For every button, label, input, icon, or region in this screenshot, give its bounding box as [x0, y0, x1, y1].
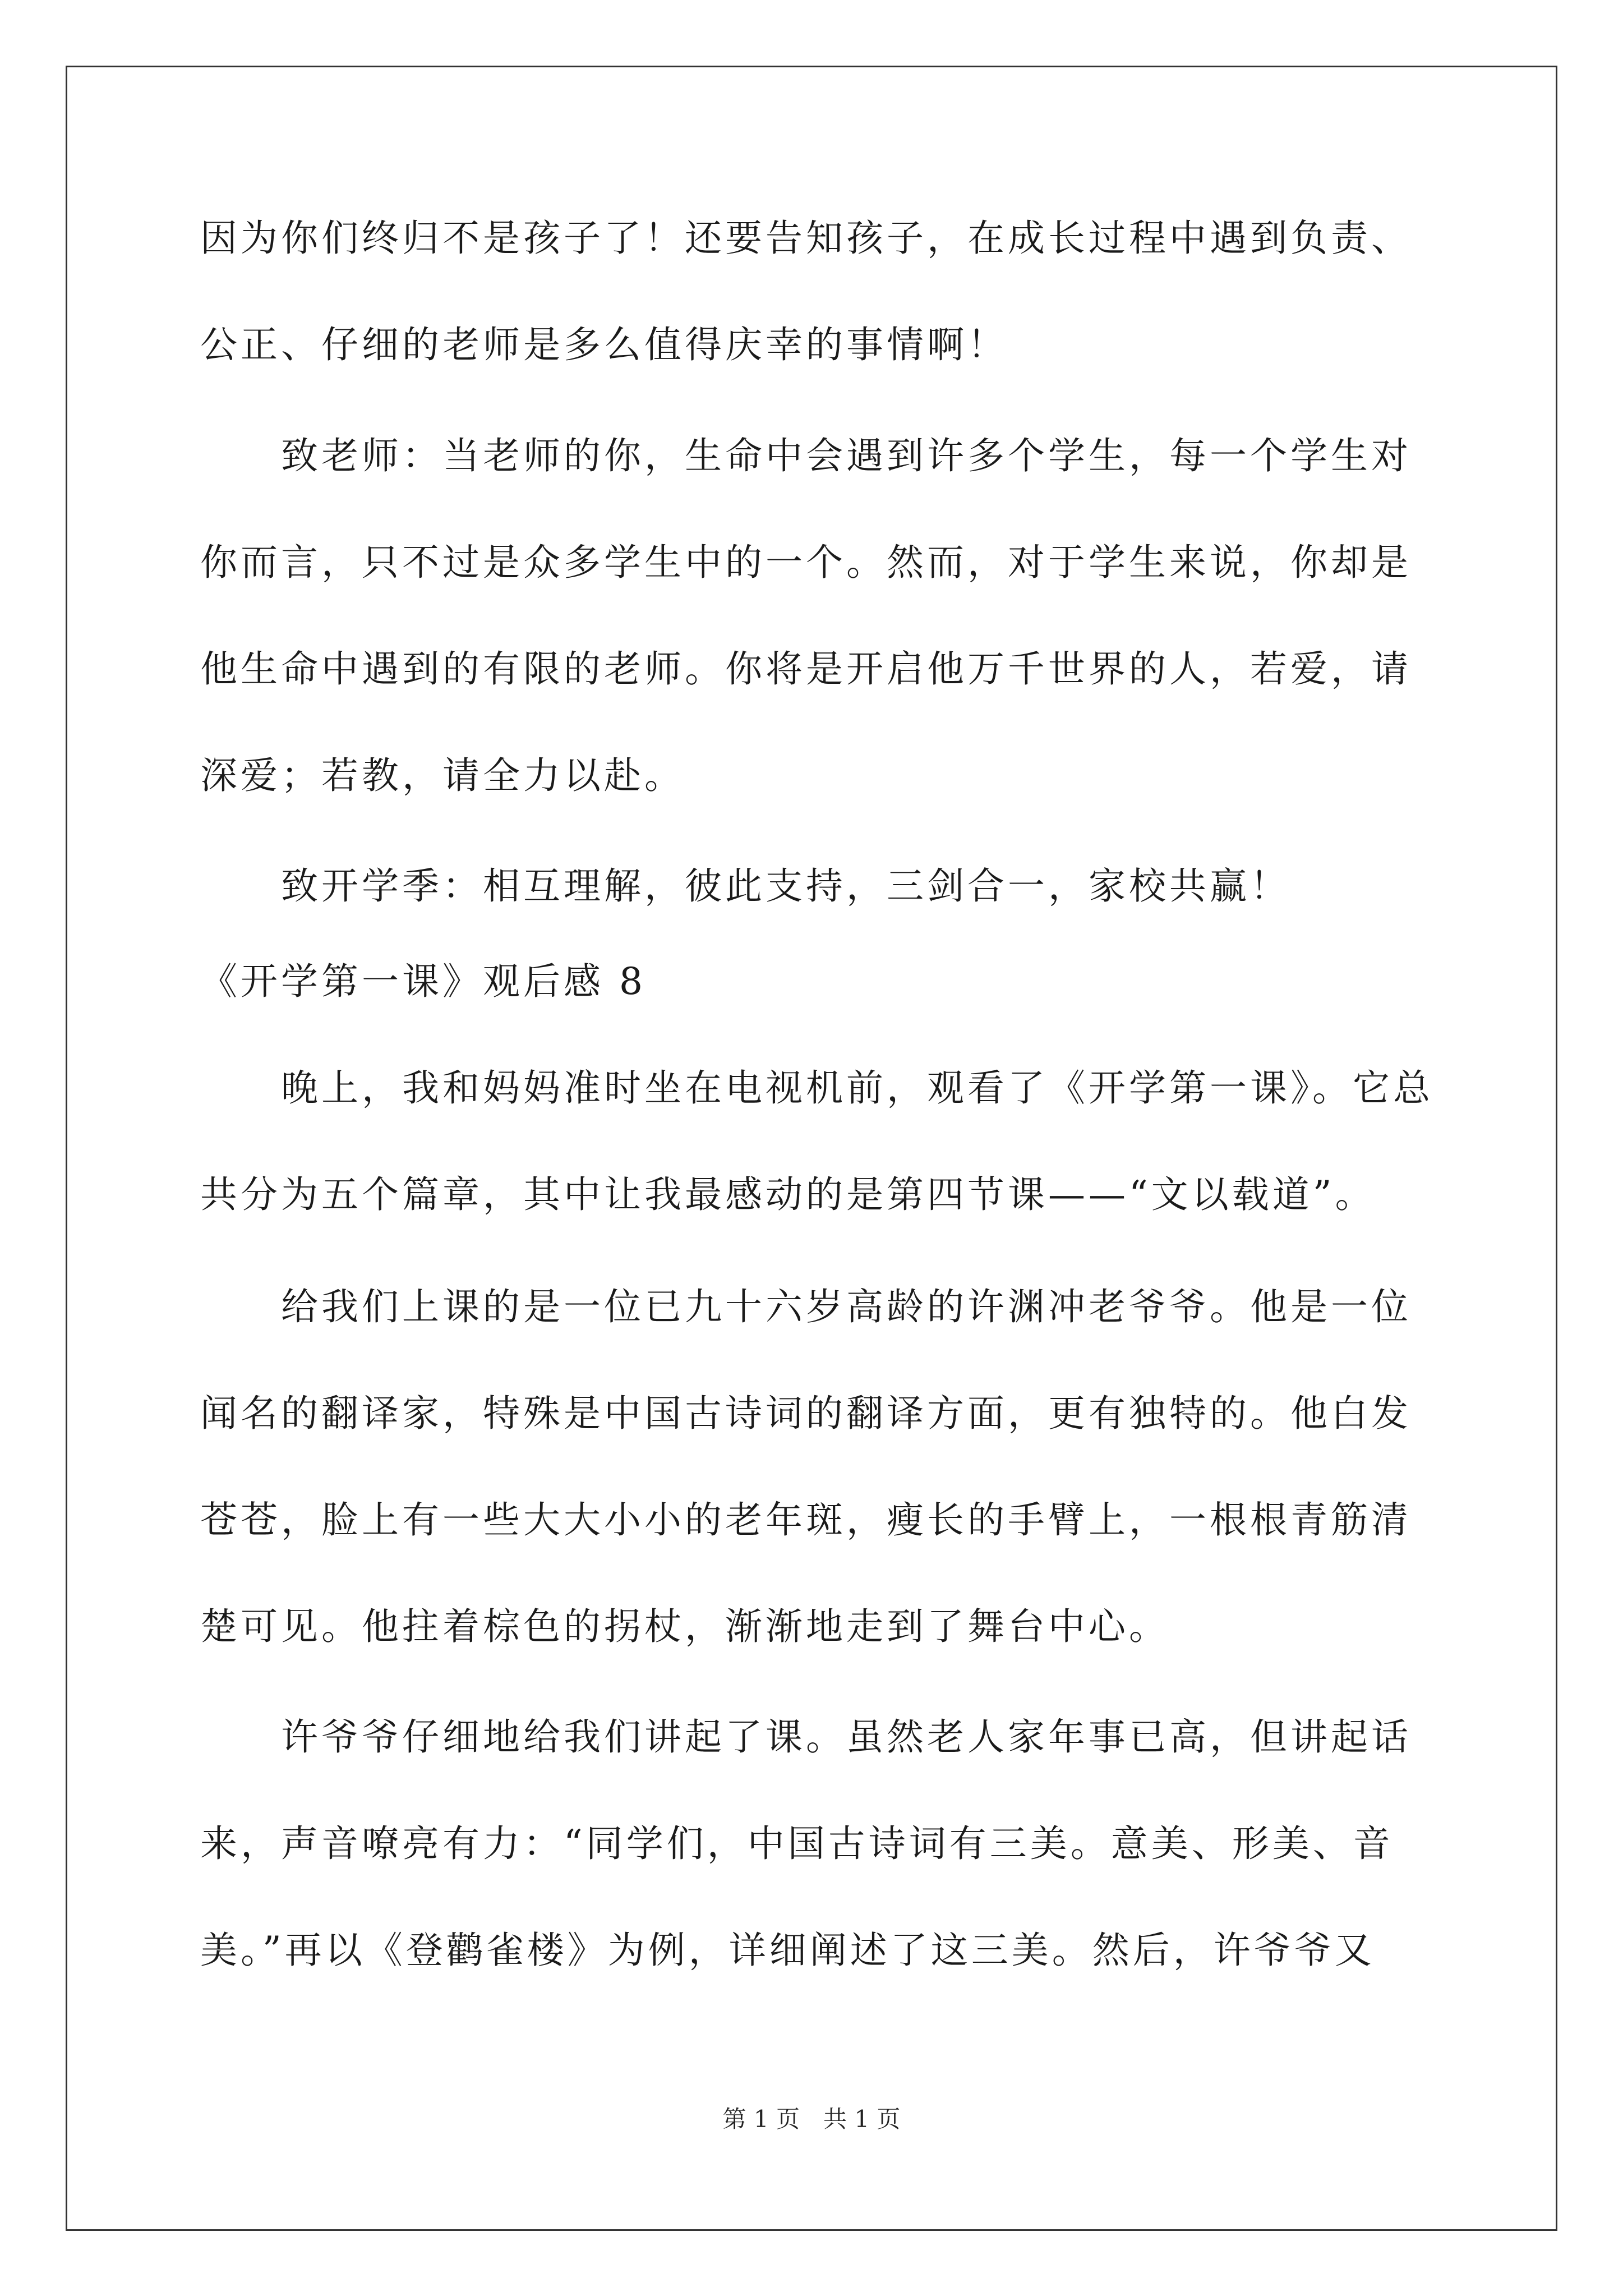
- text-line: 深爱；若教，请全力以赴。: [200, 754, 685, 797]
- text-line: 楚可见。他拄着棕色的拐杖，渐渐地走到了舞台中心。: [200, 1605, 1169, 1648]
- text-line: 许爷爷仔细地给我们讲起了课。虽然老人家年事已高，但讲起话: [281, 1715, 1412, 1759]
- text-line: 因为你们终归不是孩子了！还要告知孩子，在成长过程中遇到负责、: [200, 217, 1412, 260]
- text-line: 共分为五个篇章，其中让我最感动的是第四节课——“文以载道”。: [200, 1173, 1376, 1216]
- text-line: 美。”再以《登鹳雀楼》为例，详细阐述了这三美。然后，许爷爷又: [200, 1929, 1375, 1972]
- text-line: 致开学季：相互理解，彼此支持，三剑合一，家校共赢！: [281, 864, 1290, 908]
- text-line: 你而言，只不过是众多学生中的一个。然而，对于学生来说，你却是: [200, 541, 1412, 584]
- text-line: 晚上，我和妈妈准时坐在电视机前，观看了《开学第一课》。它总: [281, 1066, 1433, 1110]
- text-line: 他生命中遇到的有限的老师。你将是开启他万千世界的人，若爱，请: [200, 647, 1412, 691]
- text-line: 苍苍，脸上有一些大大小小的老年斑，瘦长的手臂上，一根根青筋清: [200, 1498, 1412, 1542]
- text-line: 公正、仔细的老师是多么值得庆幸的事情啊！: [200, 323, 1008, 366]
- page-border: [66, 66, 1557, 2231]
- page-footer: 第 1 页 共 1 页: [722, 2105, 901, 2133]
- text-line: 给我们上课的是一位已九十六岁高龄的许渊冲老爷爷。他是一位: [281, 1285, 1412, 1328]
- text-line: 致老师：当老师的你，生命中会遇到许多个学生，每一个学生对: [281, 434, 1412, 477]
- text-line: 闻名的翻译家，特殊是中国古诗词的翻译方面，更有独特的。他白发: [200, 1392, 1412, 1435]
- section-heading: 《开学第一课》观后感 8: [200, 960, 646, 1003]
- text-line: 来，声音嘹亮有力：“同学们，中国古诗词有三美。意美、形美、音: [200, 1822, 1394, 1865]
